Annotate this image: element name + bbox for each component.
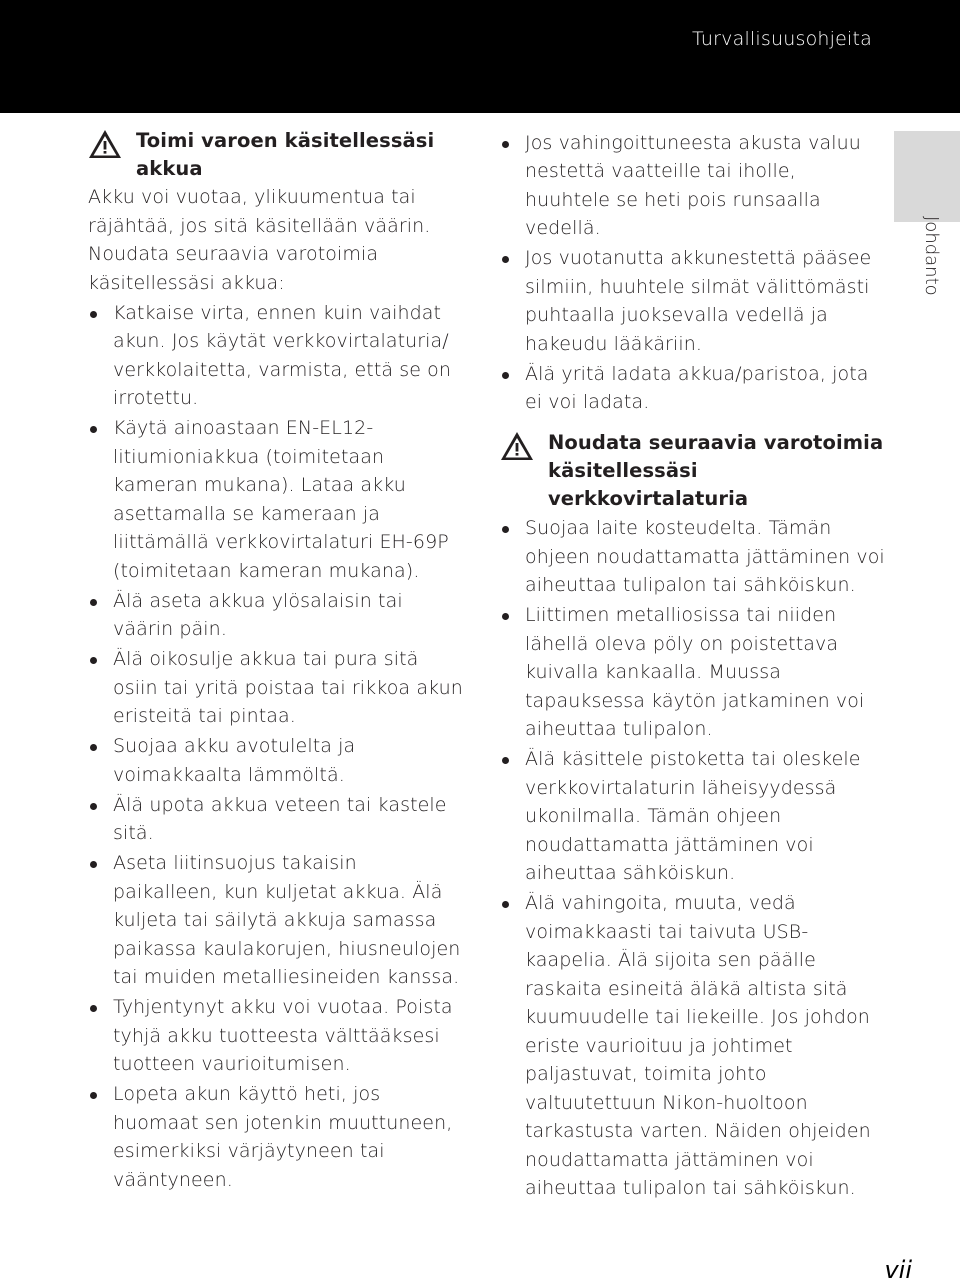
list-item: Älä vahingoita, muuta, vedä voimakkaasti tai taivuta USB-kaapelia. Älä sijoita sen päälle raskaita esineitä äläkä altista sitä kuumuudelle tai liekeille. Jos johdon eriste vaurioituu ja johtimet paljastuvat, toimita johto valtuutettuun Nikon-huoltoon tarkastusta varten. Näiden ohjeiden noudattamatta jättäminen voi aiheuttaa tulipalon tai sähköiskun. [500, 889, 885, 1203]
list-item: Jos vuotanutta akkunestettä pääsee silmiin, huuhtele silmät välittömästi puhtaalla juoksevalla vedellä ja hakeudu lääkäriin. [500, 244, 885, 358]
section-side-tab [894, 131, 960, 222]
right-column [500, 127, 885, 1203]
charger-section-title: Noudata seuraavia varotoimia käsitellessäsi verkkovirtalaturia [548, 430, 884, 510]
list-item: Suojaa akku avotulelta ja voimakkaalta lämmöltä. [88, 732, 463, 789]
list-item: Lopeta akun käyttö heti, jos huomaat sen jotenkin muuttuneen, esimerkiksi värjäytyneen tai vääntyneen. [88, 1080, 463, 1194]
section-side-label: Johdanto [921, 216, 942, 296]
warning-icon [88, 129, 122, 159]
section-spacer [500, 417, 885, 429]
page-header-bar [0, 0, 960, 113]
battery-precautions-list [88, 299, 463, 1195]
left-column [88, 127, 463, 1194]
battery-intro: Akku voi vuotaa, ylikuumentua tai räjähtää, jos sitä käsitellään väärin. Noudata seuraavia varotoimia käsitellessäsi akkua: [88, 186, 431, 294]
charger-precautions-list [500, 514, 885, 1203]
list-item: Katkaise virta, ennen kuin vaihdat akun. Jos käytät verkkovirtalaturia/ verkkolaitetta, varmista, että se on irrotettu. [88, 299, 463, 413]
list-item: Älä yritä ladata akkua/paristoa, jota ei voi ladata. [500, 360, 885, 417]
list-item: Älä käsittele pistoketta tai oleskele verkkovirtalaturin läheisyydessä ukonilmalla. Tämän ohjeen noudattamatta jättäminen voi aiheuttaa sähköiskun. [500, 745, 885, 888]
charger-section-heading [500, 429, 885, 513]
list-item: Liittimen metalliosissa tai niiden lähellä oleva pöly on poistettava kuivalla kankaalla. Muussa tapauksessa käytön jatkaminen voi aiheuttaa tulipalon. [500, 601, 885, 744]
list-item: Älä oikosulje akkua tai pura sitä osiin tai yritä poistaa tai rikkoa akun eristeitä tai pintaa. [88, 645, 463, 731]
list-item: Aseta liitinsuojus takaisin paikalleen, kun kuljetat akkua. Älä kuljeta tai säilytä akkuja samassa paikassa kaulakorujen, hiusneulojen tai muiden metalliesineiden kanssa. [88, 849, 463, 992]
list-item: Suojaa laite kosteudelta. Tämän ohjeen noudattamatta jättäminen voi aiheuttaa tulipalon tai sähköiskun. [500, 514, 885, 600]
list-item: Käytä ainoastaan EN-EL12-litiumioniakkua (toimitetaan kameran mukana). Lataa akku asettamalla se kameraan ja liittämällä verkkovirtalaturi EH-69P (toimitetaan kameran mukana). [88, 414, 463, 585]
battery-precautions-continued-list [500, 129, 885, 417]
warning-icon [500, 431, 534, 461]
list-item: Tyhjentynyt akku voi vuotaa. Poista tyhjä akku tuotteesta välttääksesi tuotteen vaurioitumisen. [88, 993, 463, 1079]
page-number: vii [884, 1256, 912, 1284]
list-item: Älä upota akkua veteen tai kastele sitä. [88, 791, 463, 848]
list-item: Älä aseta akkua ylösalaisin tai väärin päin. [88, 587, 463, 644]
battery-section-title: Toimi varoen käsitellessäsi akkua [136, 129, 435, 180]
header-title: Turvallisuusohjeita [692, 28, 872, 50]
list-item: Jos vahingoittuneesta akusta valuu nestettä vaatteille tai iholle, huuhtele se heti pois runsaalla vedellä. [500, 129, 885, 243]
battery-section-heading [88, 127, 463, 183]
